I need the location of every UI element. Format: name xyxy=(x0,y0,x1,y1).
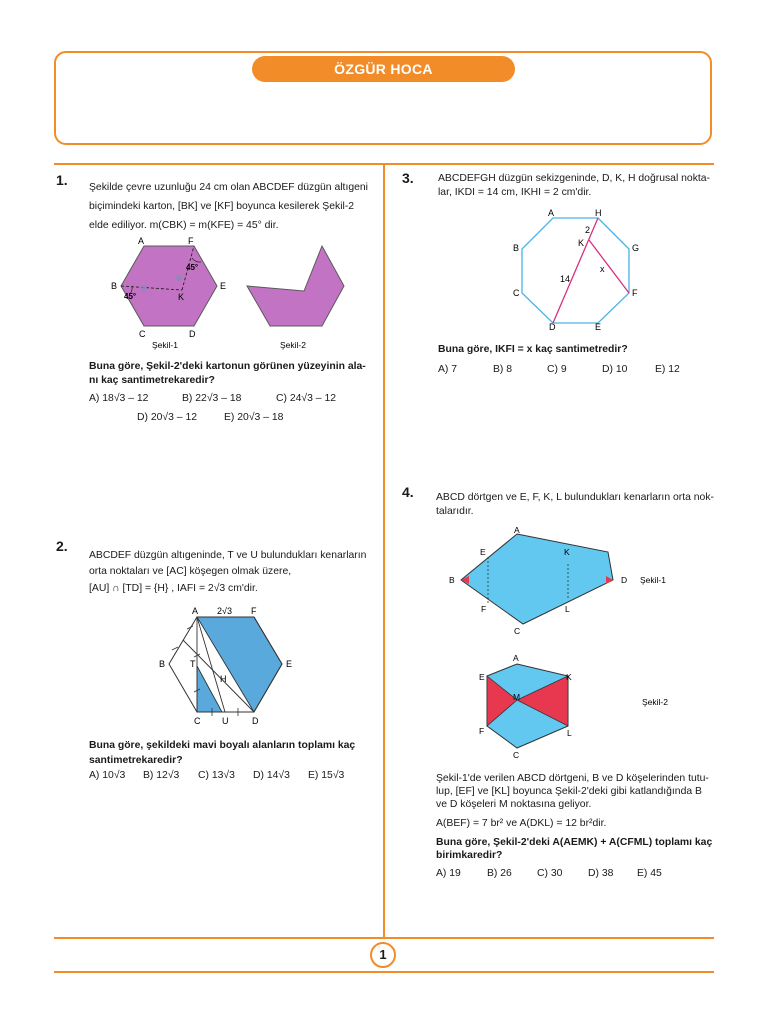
q2-label-h: H xyxy=(220,674,227,684)
q1-number: 1. xyxy=(56,172,68,188)
q4-label-a: A xyxy=(514,525,520,535)
q3-label-h: H xyxy=(595,208,602,218)
q3-label-g: G xyxy=(632,243,640,253)
q2-label-f: F xyxy=(251,606,257,616)
q4-fig2-label-e: E xyxy=(479,672,485,682)
q4-label-k: K xyxy=(564,547,570,557)
q1-caption-1: Şekil-1 xyxy=(152,340,178,350)
q1-mark-1 xyxy=(141,285,147,291)
q3-question: Buna göre, IKFI = x kaç santimetredir? xyxy=(438,344,628,355)
q1-label-b: B xyxy=(111,281,118,291)
q2-label-u: U xyxy=(222,716,229,726)
q2-question: Buna göre, şekildeki mavi boyalı alanların toplamı kaç santimetrekaredir? xyxy=(89,740,356,766)
q4-option-c[interactable]: C) 30 xyxy=(537,868,563,879)
q2-figure xyxy=(150,602,310,728)
q4-label-c: C xyxy=(514,626,521,636)
q3-option-c[interactable]: C) 9 xyxy=(547,364,567,375)
q1-angle-label-1: 45° xyxy=(124,292,137,301)
q4-caption-1: Şekil-1 xyxy=(640,575,666,585)
q3-label-x: x xyxy=(600,264,605,274)
q1-label-f: F xyxy=(188,236,194,246)
q4-fig2-label-c: C xyxy=(513,750,520,760)
q1-mark-2 xyxy=(176,275,182,281)
q1-label-k: K xyxy=(178,292,185,302)
bottom-divider-2 xyxy=(54,971,714,973)
q4-option-a[interactable]: A) 19 xyxy=(436,868,461,879)
q3-option-b[interactable]: B) 8 xyxy=(493,364,513,375)
q4-body: Şekil-1'de verilen ABCD dörtgeni, B ve D köşelerinden tutu- lup, [EF] ve [KL] boyunca Şekil-2'deki gibi katlandığında B ve D köşeleri M noktasına geliyor. xyxy=(436,773,709,810)
q4-label-d: D xyxy=(621,575,628,585)
q2-option-c[interactable]: C) 13√3 xyxy=(198,770,235,781)
q3-segment-dh xyxy=(553,218,598,323)
q4-label-l: L xyxy=(565,604,570,614)
q2-option-e[interactable]: E) 15√3 xyxy=(308,770,345,781)
q4-label-f: F xyxy=(481,604,487,614)
q1-option-e[interactable]: E) 20√3 – 18 xyxy=(224,412,284,423)
q3-label-f: F xyxy=(632,288,638,298)
q3-option-e[interactable]: E) 12 xyxy=(655,364,680,375)
q3-label-b: B xyxy=(513,243,520,253)
q4-caption-2: Şekil-2 xyxy=(642,697,668,707)
q1-label-c: C xyxy=(139,329,146,339)
q2-label-a: A xyxy=(192,606,199,616)
page-title: ÖZGÜR HOCA xyxy=(252,56,515,82)
q4-option-e[interactable]: E) 45 xyxy=(637,868,662,879)
page-number: 1 xyxy=(370,942,396,968)
q1-text: Şekilde çevre uzunluğu 24 cm olan ABCDEF düzgün altıgeni biçimindeki karton, [BK] ve [KF] boyunca kesilerek Şekil-2 elde ediliyor. m(CBK) = m(KFE) = 45° dir. xyxy=(89,182,368,231)
q1-caption-2: Şekil-2 xyxy=(280,340,306,350)
column-divider xyxy=(383,163,385,937)
q2-label-c: C xyxy=(194,716,201,726)
q3-label-e: E xyxy=(595,322,602,332)
q1-question: Buna göre, Şekil-2'deki kartonun görünen yüzeyinin ala- nı kaç santimetrekaredir? xyxy=(89,361,366,386)
q1-option-b[interactable]: B) 22√3 – 18 xyxy=(182,393,242,404)
q2-option-a[interactable]: A) 10√3 xyxy=(89,770,126,781)
q1-option-a[interactable]: A) 18√3 – 12 xyxy=(89,393,149,404)
q4-text: ABCD dörtgen ve E, F, K, L bulundukları kenarların orta nok- talarıdır. xyxy=(436,492,714,517)
q4-figure-1 xyxy=(440,524,670,644)
q1-label-d: D xyxy=(189,329,196,339)
q4-area-line: A(BEF) = 7 br² ve A(DKL) = 12 br²dir. xyxy=(436,818,607,829)
q4-label-b: B xyxy=(449,575,455,585)
q3-text: ABCDEFGH düzgün sekizgeninde, D, K, H doğrusal nokta- lar, IKDI = 14 cm, IKHI = 2 cm'dir. xyxy=(438,173,711,198)
q3-figure xyxy=(508,206,668,332)
q4-option-d[interactable]: D) 38 xyxy=(588,868,614,879)
q3-label-fourteen: 14 xyxy=(560,274,571,284)
q2-text: ABCDEF düzgün altıgeninde, T ve U bulundukları kenarların orta noktaları ve [AC] köşegen olmak üzere, [AU] ∩ [TD] = {H} , IAFI = 2√3 cm'dir. xyxy=(89,550,367,594)
q3-number: 3. xyxy=(402,170,414,186)
q4-number: 4. xyxy=(402,484,414,500)
q3-option-a[interactable]: A) 7 xyxy=(438,364,458,375)
q4-question: Buna göre, Şekil-2'deki A(AEMK) + A(CFML) toplamı kaç birimkaredir? xyxy=(436,837,713,861)
q1-label-e: E xyxy=(220,281,227,291)
q2-label-d: D xyxy=(252,716,259,726)
q4-fig2-label-a: A xyxy=(513,653,519,663)
q2-label-b: B xyxy=(159,659,166,669)
q4-label-e: E xyxy=(480,547,486,557)
q1-option-d[interactable]: D) 20√3 – 12 xyxy=(137,412,197,423)
q2-option-b[interactable]: B) 12√3 xyxy=(143,770,180,781)
q2-label-side: 2√3 xyxy=(217,606,232,616)
q4-fig2-label-f: F xyxy=(479,726,485,736)
q1-angle-label-2: 45° xyxy=(186,263,199,272)
q3-label-two: 2 xyxy=(585,225,591,235)
q1-cut-shape xyxy=(247,246,344,326)
q2-option-d[interactable]: D) 14√3 xyxy=(253,770,290,781)
q3-label-k: K xyxy=(578,238,585,248)
q3-label-a: A xyxy=(548,208,555,218)
q4-fig2-label-m: M xyxy=(513,692,521,702)
q3-label-c: C xyxy=(513,288,520,298)
q1-label-a: A xyxy=(138,236,145,246)
q4-option-b[interactable]: B) 26 xyxy=(487,868,512,879)
bottom-divider-1 xyxy=(54,937,714,939)
q3-label-d: D xyxy=(549,322,556,332)
q2-label-e: E xyxy=(286,659,293,669)
q4-fig2-label-l: L xyxy=(567,728,572,738)
q3-segment-kf xyxy=(589,240,629,293)
q4-fig2-label-k: K xyxy=(566,672,572,682)
q1-figure xyxy=(100,236,370,352)
q1-hexagon xyxy=(121,246,217,326)
q2-number: 2. xyxy=(56,538,68,554)
q4-figure-2 xyxy=(470,652,680,762)
q3-option-d[interactable]: D) 10 xyxy=(602,364,628,375)
q2-label-t: T xyxy=(190,659,196,669)
q1-option-c[interactable]: C) 24√3 – 12 xyxy=(276,393,336,404)
